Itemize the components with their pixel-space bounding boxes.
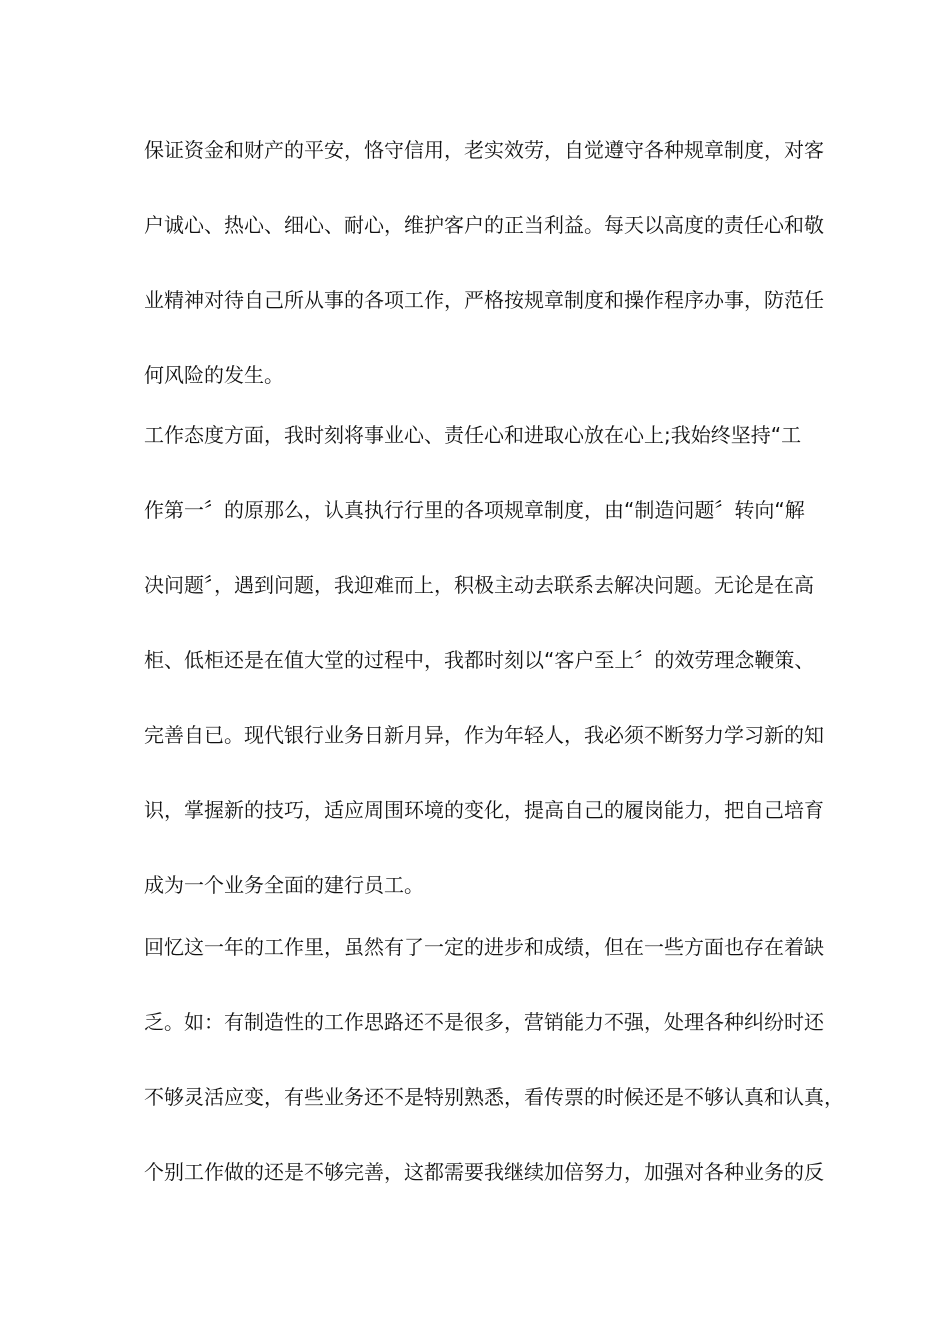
text-line: 个别工作做的还是不够完善，这都需要我继续加倍努力，加强对各种业务的反	[144, 1160, 824, 1184]
text-line: 工作态度方面，我时刻将事业心、责任心和进取心放在心上;我始终坚持“工	[144, 423, 802, 447]
text-line: 完善自已。现代银行业务日新月异，作为年轻人，我必须不断努力学习新的知	[144, 723, 824, 747]
text-line: 保证资金和财产的平安，恪守信用，老实效劳，自觉遵守各种规章制度，对客	[144, 138, 824, 162]
text-line: 业精神对待自己所从事的各项工作，严格按规章制度和操作程序办事，防范任	[144, 288, 824, 312]
text-line: 成为一个业务全面的建行员工。	[144, 873, 424, 897]
text-line: 不够灵活应变，有些业务还不是特别熟悉，看传票的时候还是不够认真和认真，	[144, 1085, 844, 1109]
text-line: 何风险的发生。	[144, 363, 284, 387]
text-line: 决问题〞，遇到问题，我迎难而上，积极主动去联系去解决问题。无论是在高	[144, 573, 814, 597]
text-line: 回忆这一年的工作里，虽然有了一定的进步和成绩，但在一些方面也存在着缺	[144, 935, 824, 959]
text-line: 柜、低柜还是在值大堂的过程中，我都时刻以“客户至上〞的效劳理念鞭策、	[144, 648, 815, 672]
text-line: 乏。如：有制造性的工作思路还不是很多，营销能力不强，处理各种纠纷时还	[144, 1010, 824, 1034]
text-line: 识，掌握新的技巧，适应周围环境的变化，提高自己的履岗能力，把自己培育	[144, 798, 824, 822]
text-line: 户诚心、热心、细心、耐心，维护客户的正当利益。每天以高度的责任心和敬	[144, 213, 824, 237]
text-line: 作第一〞的原那么，认真执行行里的各项规章制度，由“制造问题〞转向“解	[144, 498, 805, 522]
